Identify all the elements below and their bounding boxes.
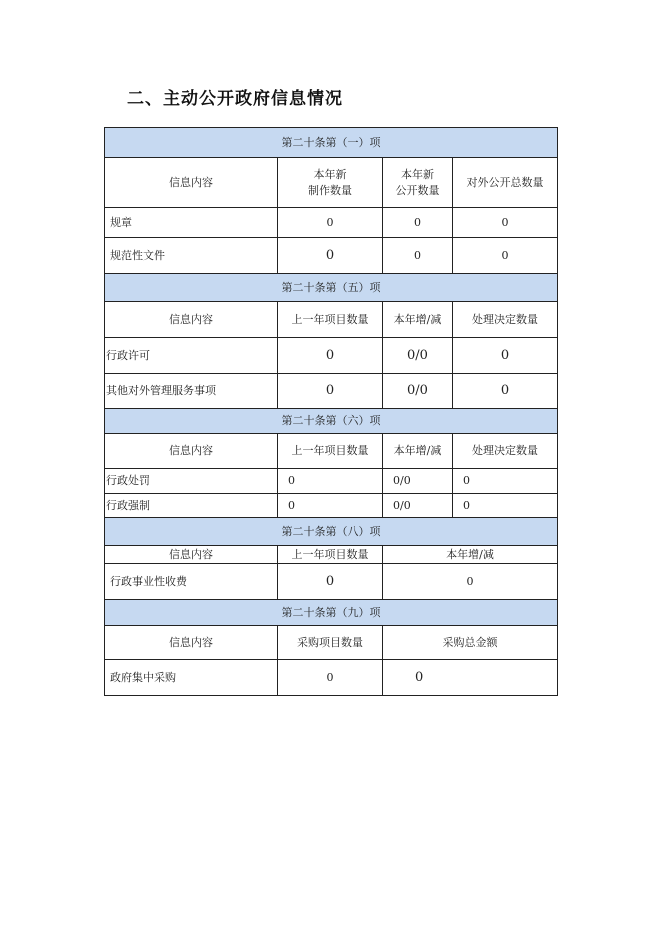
cell-value: 0 (453, 494, 558, 518)
row-label: 行政事业性收费 (105, 564, 278, 600)
row-label: 行政许可 (105, 338, 278, 374)
section-header-row (105, 274, 558, 302)
header-line: 本年新 (313, 167, 347, 181)
section-header-row (105, 128, 558, 158)
header-line: 公开数量 (395, 183, 440, 197)
section-header-row (105, 600, 558, 626)
cell-value: 0 (453, 374, 558, 409)
header-prev-year-count: 上一年项目数量 (278, 302, 383, 338)
column-header-row (105, 158, 558, 208)
header-info-content: 信息内容 (105, 546, 278, 564)
header-info-content: 信息内容 (105, 434, 278, 469)
table-row (105, 238, 558, 274)
cell-value: 0 (453, 338, 558, 374)
cell-value: 0 (383, 208, 453, 238)
cell-value: 0 (278, 564, 383, 600)
cell-value: 0 (278, 494, 383, 518)
cell-value: 0 (383, 660, 558, 696)
cell-value: 0 (278, 238, 383, 274)
cell-value: 0/0 (383, 374, 453, 409)
header-new-made (278, 158, 383, 208)
cell-value: 0 (453, 238, 558, 274)
cell-value: 0 (453, 469, 558, 494)
cell-value: 0 (278, 660, 383, 696)
row-label: 规章 (105, 208, 278, 238)
header-new-published (383, 158, 453, 208)
row-label: 行政强制 (105, 494, 278, 518)
table-row (105, 374, 558, 409)
header-decision-count: 处理决定数量 (453, 302, 558, 338)
header-change: 本年增/减 (383, 302, 453, 338)
row-label: 政府集中采购 (105, 660, 278, 696)
cell-value: 0/0 (383, 469, 453, 494)
row-label: 行政处罚 (105, 469, 278, 494)
cell-value: 0 (383, 238, 453, 274)
column-header-row (105, 434, 558, 469)
row-label: 其他对外管理服务事项 (105, 374, 278, 409)
table-row (105, 469, 558, 494)
header-line: 制作数量 (308, 183, 352, 197)
cell-value: 0 (278, 374, 383, 409)
header-info-content: 信息内容 (105, 302, 278, 338)
header-info-content: 信息内容 (105, 158, 278, 208)
row-label: 规范性文件 (105, 238, 278, 274)
header-info-content: 信息内容 (105, 626, 278, 660)
cell-value: 0/0 (383, 494, 453, 518)
table-row (105, 208, 558, 238)
section-header-row (105, 518, 558, 546)
cell-value: 0 (278, 469, 383, 494)
section-title: 第二十条第（九）项 (105, 600, 558, 626)
header-total-published: 对外公开总数量 (453, 158, 558, 208)
header-prev-year-count: 上一年项目数量 (278, 434, 383, 469)
info-disclosure-table (104, 127, 558, 696)
table-row (105, 564, 558, 600)
column-header-row (105, 546, 558, 564)
section-header-row (105, 409, 558, 434)
header-change: 本年增/减 (383, 546, 558, 564)
header-change: 本年增/减 (383, 434, 453, 469)
section-title: 第二十条第（五）项 (105, 274, 558, 302)
header-prev-year-count: 上一年项目数量 (278, 546, 383, 564)
header-decision-count: 处理决定数量 (453, 434, 558, 469)
table-row (105, 660, 558, 696)
section-title: 第二十条第（八）项 (105, 518, 558, 546)
column-header-row (105, 302, 558, 338)
cell-value: 0 (453, 208, 558, 238)
cell-value: 0 (278, 208, 383, 238)
cell-value: 0 (278, 338, 383, 374)
section-title: 第二十条第（六）项 (105, 409, 558, 434)
cell-value: 0/0 (383, 338, 453, 374)
section-title: 第二十条第（一）项 (105, 128, 558, 158)
header-purchase-amount: 采购总金额 (383, 626, 558, 660)
header-line: 本年新 (401, 167, 434, 181)
table-row (105, 494, 558, 518)
column-header-row (105, 626, 558, 660)
header-purchase-count: 采购项目数量 (278, 626, 383, 660)
page-title: 二、主动公开政府信息情况 (127, 89, 343, 109)
table-row (105, 338, 558, 374)
cell-value: 0 (383, 564, 558, 600)
